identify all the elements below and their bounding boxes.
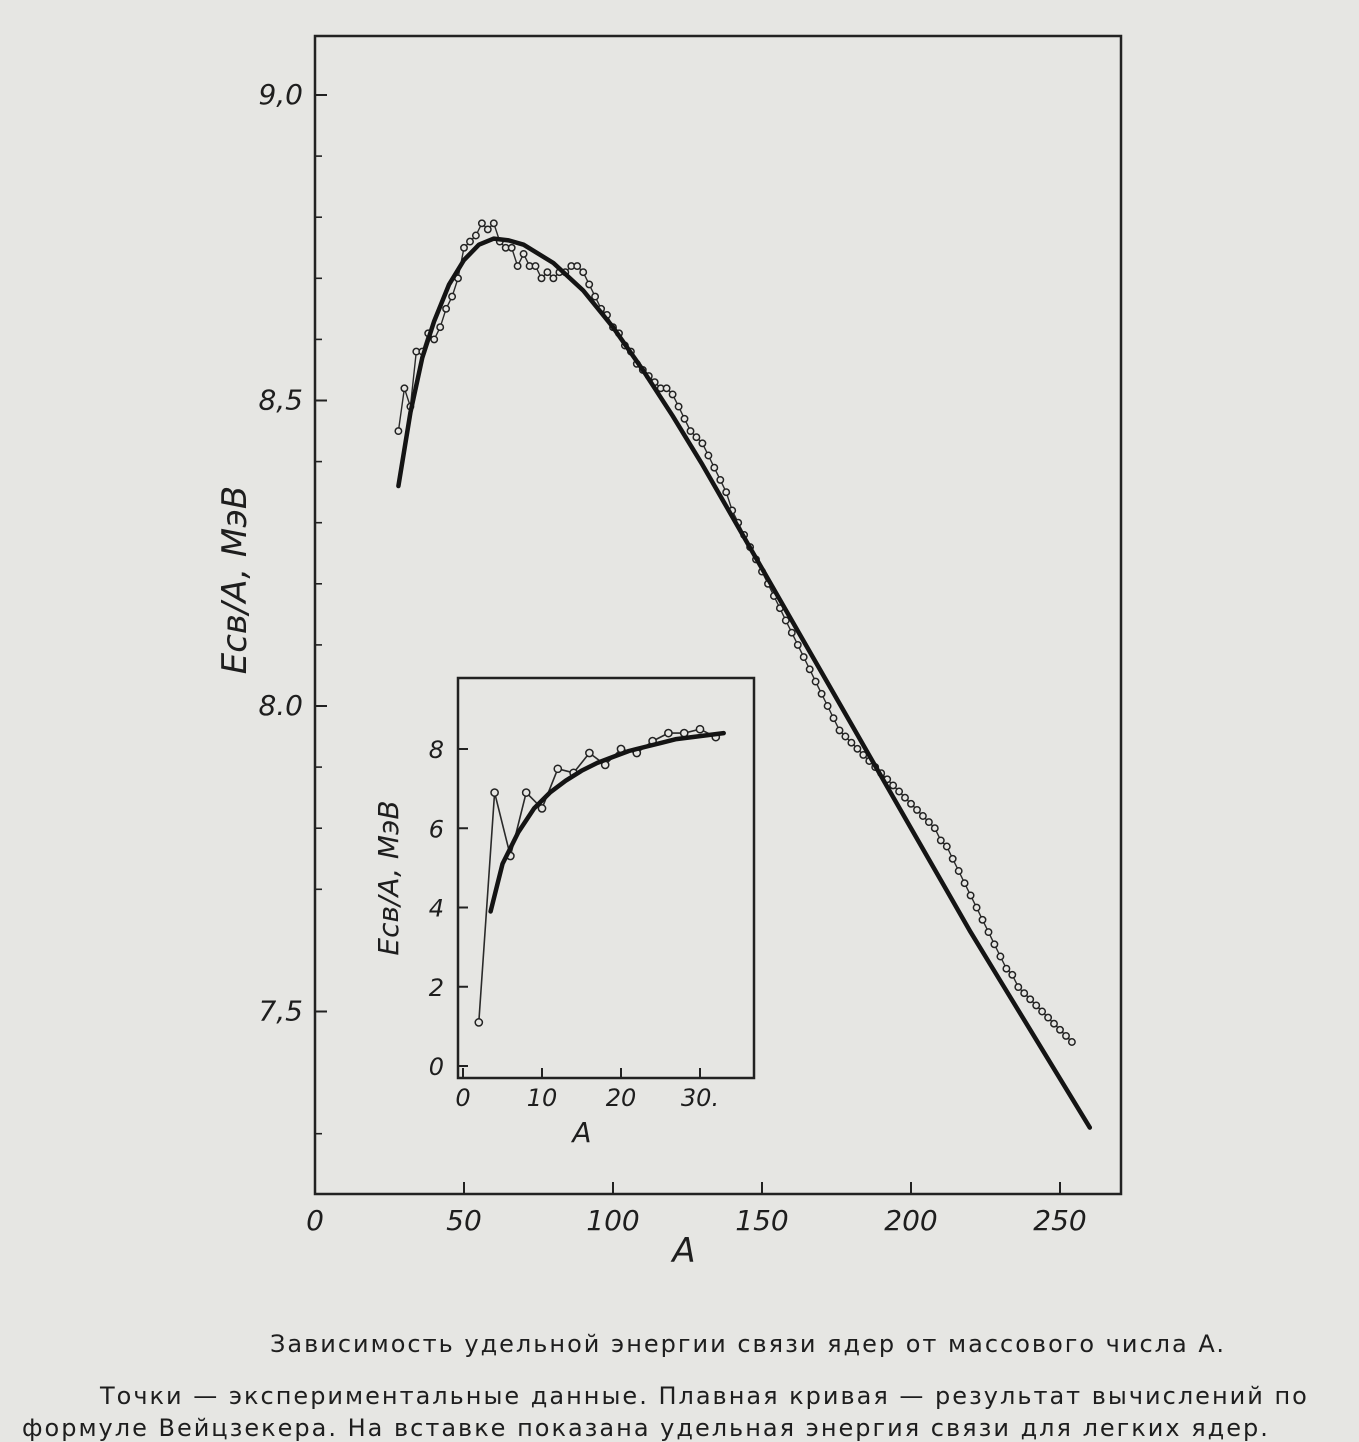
main-data-point (681, 416, 687, 422)
main-data-point (580, 269, 586, 275)
main-data-point (1027, 996, 1033, 1002)
main-data-point (431, 336, 437, 342)
main-data-point (950, 856, 956, 862)
inset-data-point (491, 789, 498, 796)
main-x-tick-label: 250 (1033, 1204, 1087, 1237)
main-data-point (842, 733, 848, 739)
main-data-point (908, 801, 914, 807)
main-data-point (938, 837, 944, 843)
main-data-point (985, 929, 991, 935)
main-data-point (801, 654, 807, 660)
main-data-point (991, 941, 997, 947)
inset-y-tick-label: 0 (428, 1053, 444, 1081)
main-data-point (997, 953, 1003, 959)
main-data-point (669, 391, 675, 397)
main-data-point (944, 843, 950, 849)
main-y-tick-label: 8,5 (258, 383, 303, 417)
inset-data-point (554, 765, 561, 772)
inset-x-tick-label: 0 (455, 1084, 471, 1112)
main-data-point (979, 917, 985, 923)
main-data-point (896, 788, 902, 794)
main-data-point (449, 293, 455, 299)
main-data-point (550, 275, 556, 281)
main-data-point (663, 385, 669, 391)
inset-x-tick-label: 20 (605, 1084, 637, 1112)
main-data-point (705, 452, 711, 458)
main-data-point (437, 324, 443, 330)
main-data-point (1021, 990, 1027, 996)
main-data-point (717, 477, 723, 483)
main-data-point (723, 489, 729, 495)
main-data-point (479, 220, 485, 226)
inset-data-point (696, 726, 703, 733)
main-data-point (973, 904, 979, 910)
main-data-point (401, 385, 407, 391)
main-data-point (1057, 1027, 1063, 1033)
main-data-point (467, 238, 473, 244)
main-x-tick-label: 0 (306, 1204, 324, 1237)
figure-caption-line-1: Точки — экспериментальные данные. Плавная кривая — результат вычислений по (100, 1382, 1309, 1410)
main-x-tick-label: 200 (884, 1204, 938, 1237)
main-data-point (795, 642, 801, 648)
inset-y-tick-label: 2 (428, 973, 444, 1002)
inset-y-axis-title: Eсв/A, МэВ (372, 800, 405, 956)
main-y-tick-label: 9,0 (258, 78, 303, 111)
main-data-point (544, 269, 550, 275)
inset-plot-frame (458, 678, 754, 1078)
main-data-point (961, 880, 967, 886)
main-data-point (890, 782, 896, 788)
main-data-point (1009, 972, 1015, 978)
main-data-point (711, 465, 717, 471)
main-data-point (789, 630, 795, 636)
main-data-point (509, 245, 515, 251)
main-y-axis-title: Eсв/A, МэВ (215, 485, 255, 675)
main-data-point (807, 666, 813, 672)
inset-y-tick-label: 8 (428, 736, 444, 764)
main-data-point (491, 220, 497, 226)
main-data-point (902, 795, 908, 801)
main-data-point (473, 232, 479, 238)
figure-caption-line-2: формуле Вейцзекера. На вставке показана удельная энергия связи для легких ядер. (22, 1414, 1270, 1442)
main-data-point (836, 727, 842, 733)
main-x-tick-label: 50 (446, 1204, 482, 1237)
main-x-tick-label: 150 (735, 1204, 789, 1237)
main-data-point (1015, 984, 1021, 990)
main-data-point (848, 740, 854, 746)
main-data-point (1039, 1008, 1045, 1014)
main-x-axis-title: A (672, 1231, 696, 1271)
main-data-point (1069, 1039, 1075, 1045)
main-data-point (1033, 1002, 1039, 1008)
main-data-point (914, 807, 920, 813)
main-data-point (699, 440, 705, 446)
main-data-point (824, 703, 830, 709)
main-data-point (1051, 1021, 1057, 1027)
inset-data-point (665, 730, 672, 737)
main-y-tick-label: 7,5 (258, 994, 303, 1028)
main-data-point (693, 434, 699, 440)
main-data-point (956, 868, 962, 874)
main-data-point (520, 251, 526, 257)
main-data-point (687, 428, 693, 434)
inset-x-tick-label: 10 (526, 1084, 558, 1112)
main-data-point (854, 746, 860, 752)
main-data-point (461, 245, 467, 251)
main-data-point (1045, 1014, 1051, 1020)
main-data-point (812, 678, 818, 684)
inset-data-point (586, 749, 593, 756)
main-data-point (574, 263, 580, 269)
main-data-point (926, 819, 932, 825)
inset-data-point (523, 789, 530, 796)
main-data-point (395, 428, 401, 434)
main-data-point (532, 263, 538, 269)
figure-caption-title: Зависимость удельной энергии связи ядер от массового числа A. (270, 1330, 1226, 1358)
main-data-point (920, 813, 926, 819)
main-data-point (586, 281, 592, 287)
inset-data-point (475, 1019, 482, 1026)
inset-x-axis-title: A (572, 1116, 592, 1149)
main-x-tick-label: 100 (586, 1204, 640, 1237)
main-data-point (1063, 1033, 1069, 1039)
inset-x-tick-label: 30. (680, 1084, 720, 1112)
main-data-point (485, 226, 491, 232)
main-data-point (932, 825, 938, 831)
main-data-point (538, 275, 544, 281)
main-data-point (818, 691, 824, 697)
inset-y-tick-label: 4 (428, 894, 444, 923)
main-y-tick-label: 8.0 (258, 689, 303, 722)
main-data-point (675, 403, 681, 409)
main-data-point (1003, 966, 1009, 972)
main-data-point (514, 263, 520, 269)
main-data-point (443, 306, 449, 312)
main-data-point (967, 892, 973, 898)
inset-y-tick-label: 6 (428, 815, 444, 844)
main-data-point (830, 715, 836, 721)
